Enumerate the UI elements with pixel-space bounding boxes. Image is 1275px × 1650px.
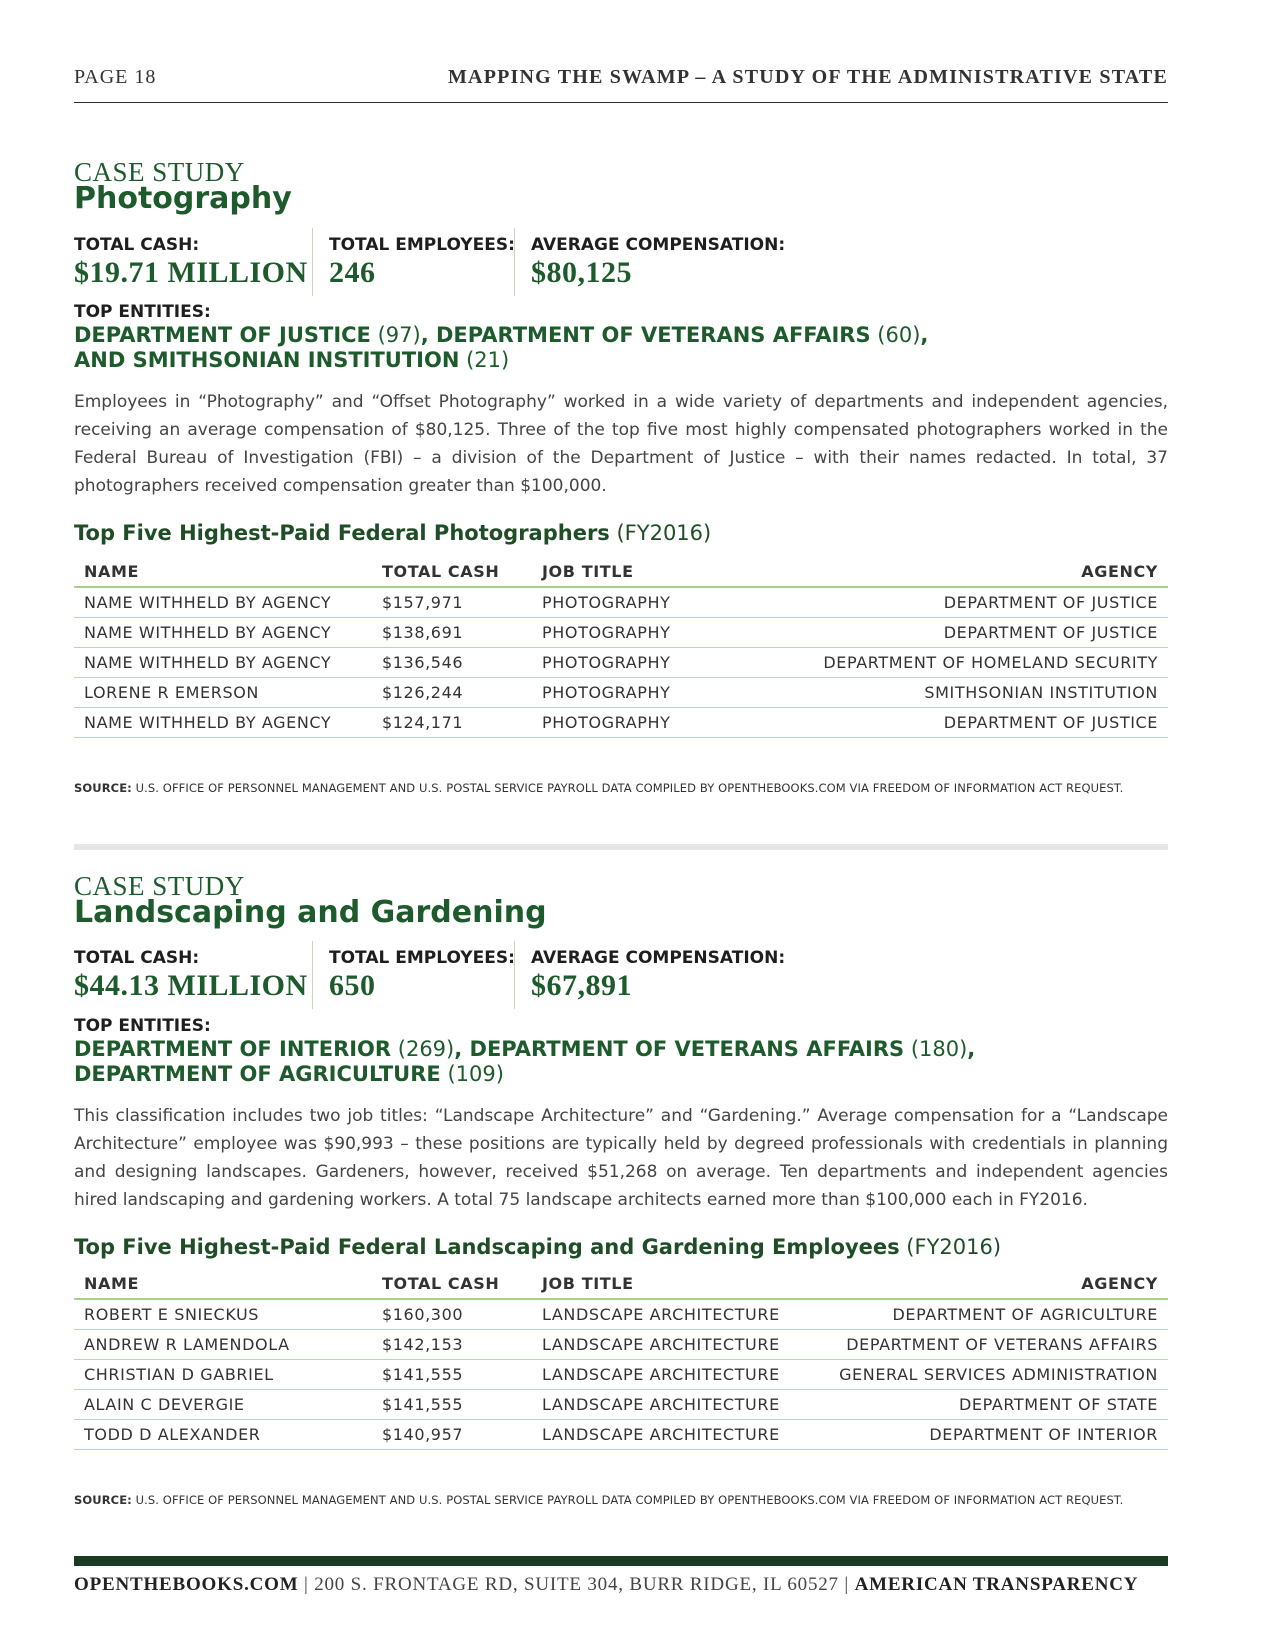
- cell-name: CHRISTIAN D GABRIEL: [74, 1360, 372, 1390]
- stat-label: TOTAL CASH:: [74, 235, 200, 255]
- stat-value: $67,891: [531, 969, 632, 1002]
- entity-separator: ,: [454, 1037, 470, 1061]
- table-row: [74, 708, 1168, 738]
- entity-separator: ,: [967, 1037, 976, 1061]
- cell-name: NAME WITHHELD BY AGENCY: [74, 708, 372, 738]
- cell-cash: $126,244: [372, 678, 532, 708]
- top-entities-label: TOP ENTITIES:: [74, 1016, 211, 1036]
- top-entities: [74, 323, 928, 373]
- case-study-title: Landscaping and Gardening: [74, 895, 547, 930]
- case-study-title-wrap: [74, 896, 1168, 930]
- stat-value: $80,125: [531, 256, 632, 289]
- cell-cash: $136,546: [372, 648, 532, 678]
- cell-agency: SMITHSONIAN INSTITUTION: [792, 678, 1168, 708]
- table-row: [74, 1390, 1168, 1420]
- footer-address: 200 S. FRONTAGE RD, SUITE 304, BURR RIDGE, IL 60527: [314, 1574, 839, 1595]
- cell-cash: $140,957: [372, 1420, 532, 1450]
- cell-agency: GENERAL SERVICES ADMINISTRATION: [792, 1360, 1168, 1390]
- body-paragraph: Employees in “Photography” and “Offset Photography” worked in a wide variety of departments and independent agencies, receiving an average compensation of $80,125. Three of the top five most highly compensated photographers worked in the Federal Bureau of Investigation (FBI) – a division of the Department of Justice – with their names redacted. In total, 37 photographers received compensation greater than $100,000.: [74, 392, 1168, 496]
- cell-job: PHOTOGRAPHY: [532, 708, 792, 738]
- table-title: [74, 521, 711, 545]
- entity-count: (109): [447, 1062, 504, 1086]
- page-number: PAGE 18: [74, 66, 157, 88]
- cell-cash: $141,555: [372, 1360, 532, 1390]
- entity-separator: ,: [420, 323, 436, 347]
- cell-name: NAME WITHHELD BY AGENCY: [74, 618, 372, 648]
- column-header-agency: AGENCY: [792, 1268, 1168, 1299]
- stat-total-cash: [74, 941, 314, 1009]
- stat-label: AVERAGE COMPENSATION:: [531, 235, 786, 255]
- cell-job: LANDSCAPE ARCHITECTURE: [532, 1330, 792, 1360]
- table-row: [74, 1360, 1168, 1390]
- entity-name: DEPARTMENT OF VETERANS AFFAIRS: [469, 1037, 905, 1061]
- source-note: [74, 781, 1168, 795]
- case-study-title-wrap: [74, 182, 1168, 216]
- stats-row: [74, 941, 1168, 1009]
- table-header-row: [74, 1268, 1168, 1299]
- cell-cash: $141,555: [372, 1390, 532, 1420]
- cell-name: TODD D ALEXANDER: [74, 1420, 372, 1450]
- source-text: U.S. OFFICE OF PERSONNEL MANAGEMENT AND U.S. POSTAL SERVICE PAYROLL DATA COMPILED BY OPENTHEBOOKS.COM VIA FREEDOM OF INFORMATION ACT REQUEST.: [131, 1493, 1124, 1507]
- cell-job: PHOTOGRAPHY: [532, 648, 792, 678]
- cell-name: ROBERT E SNIECKUS: [74, 1299, 372, 1330]
- entity-count: (180): [910, 1037, 968, 1061]
- column-header-job: JOB TITLE: [532, 556, 792, 587]
- table-title-year: (FY2016): [899, 1235, 1002, 1259]
- entity-name: DEPARTMENT OF JUSTICE: [74, 323, 371, 347]
- stat-average-compensation: [514, 941, 811, 1009]
- salary-table: [74, 1268, 1168, 1450]
- cell-job: LANDSCAPE ARCHITECTURE: [532, 1390, 792, 1420]
- table-row: [74, 618, 1168, 648]
- cell-job: PHOTOGRAPHY: [532, 587, 792, 618]
- stat-value: 246: [329, 256, 376, 289]
- table-header-row: [74, 556, 1168, 587]
- body-paragraph: This classification includes two job titles: “Landscape Architecture” and “Gardening.” Average compensation for a “Landscape Architecture” employee was $90,993 – these positions are typically held by degreed professionals with credentials in planning and designing landscapes. Gardeners, however, received $51,268 on average. Ten departments and independent agencies hired landscaping and gardening workers. A total 75 landscape architects earned more than $100,000 each in FY2016.: [74, 1106, 1168, 1210]
- footer-bar: [74, 1556, 1168, 1566]
- cell-job: PHOTOGRAPHY: [532, 678, 792, 708]
- entity-name: DEPARTMENT OF AGRICULTURE: [74, 1062, 441, 1086]
- table-title-text: Top Five Highest-Paid Federal Photographers: [74, 521, 610, 545]
- case-study-title: Photography: [74, 181, 292, 216]
- footer-site: OPENTHEBOOKS.COM: [74, 1574, 299, 1595]
- column-header-cash: TOTAL CASH: [372, 556, 532, 587]
- cell-cash: $142,153: [372, 1330, 532, 1360]
- table-row: [74, 1299, 1168, 1330]
- footer-divider: |: [838, 1574, 855, 1595]
- entity-name: DEPARTMENT OF VETERANS AFFAIRS: [436, 323, 871, 347]
- cell-cash: $124,171: [372, 708, 532, 738]
- table-row: [74, 648, 1168, 678]
- page-footer: [74, 1574, 1168, 1596]
- cell-cash: $160,300: [372, 1299, 532, 1330]
- table-title: [74, 1235, 1001, 1259]
- stat-value: 650: [329, 969, 376, 1002]
- entity-name: AND SMITHSONIAN INSTITUTION: [74, 348, 460, 372]
- column-header-job: JOB TITLE: [532, 1268, 792, 1299]
- document-title: MAPPING THE SWAMP – A STUDY OF THE ADMINISTRATIVE STATE: [447, 66, 1168, 88]
- cell-name: ANDREW R LAMENDOLA: [74, 1330, 372, 1360]
- case-study-label: CASE STUDY: [74, 871, 245, 901]
- table-row: [74, 1420, 1168, 1450]
- cell-cash: $138,691: [372, 618, 532, 648]
- cell-cash: $157,971: [372, 587, 532, 618]
- column-header-cash: TOTAL CASH: [372, 1268, 532, 1299]
- table-row: [74, 1330, 1168, 1360]
- table-row: [74, 587, 1168, 618]
- salary-table: [74, 556, 1168, 738]
- stat-total-employees: [312, 228, 515, 296]
- cell-name: LORENE R EMERSON: [74, 678, 372, 708]
- stats-row: [74, 228, 1168, 296]
- cell-name: NAME WITHHELD BY AGENCY: [74, 587, 372, 618]
- entity-name: DEPARTMENT OF INTERIOR: [74, 1037, 392, 1061]
- entity-count: (21): [466, 348, 510, 372]
- stat-label: TOTAL EMPLOYEES:: [329, 235, 515, 255]
- page-header: [74, 62, 1168, 103]
- cell-agency: DEPARTMENT OF HOMELAND SECURITY: [792, 648, 1168, 678]
- stat-average-compensation: [514, 228, 811, 296]
- cell-agency: DEPARTMENT OF JUSTICE: [792, 587, 1168, 618]
- source-text: U.S. OFFICE OF PERSONNEL MANAGEMENT AND U.S. POSTAL SERVICE PAYROLL DATA COMPILED BY OPENTHEBOOKS.COM VIA FREEDOM OF INFORMATION ACT REQUEST.: [131, 781, 1124, 795]
- source-note: [74, 1493, 1168, 1507]
- top-entities: [74, 1037, 975, 1087]
- stat-value: $44.13 MILLION: [74, 969, 308, 1002]
- table-title-text: Top Five Highest-Paid Federal Landscaping and Gardening Employees: [74, 1235, 900, 1259]
- entity-count: (97): [377, 323, 421, 347]
- section-divider: [74, 844, 1168, 850]
- cell-agency: DEPARTMENT OF JUSTICE: [792, 618, 1168, 648]
- table-row: [74, 678, 1168, 708]
- stat-label: AVERAGE COMPENSATION:: [531, 948, 786, 968]
- entity-separator: ,: [920, 323, 929, 347]
- stat-label: TOTAL EMPLOYEES:: [329, 948, 515, 968]
- top-entities-label: TOP ENTITIES:: [74, 302, 211, 322]
- source-label: SOURCE:: [74, 781, 132, 795]
- stat-total-cash: [74, 228, 314, 296]
- cell-agency: DEPARTMENT OF JUSTICE: [792, 708, 1168, 738]
- cell-job: LANDSCAPE ARCHITECTURE: [532, 1420, 792, 1450]
- entity-count: (269): [397, 1037, 455, 1061]
- entity-count: (60): [877, 323, 921, 347]
- table-title-year: (FY2016): [609, 521, 712, 545]
- case-study-label: CASE STUDY: [74, 157, 245, 187]
- cell-agency: DEPARTMENT OF STATE: [792, 1390, 1168, 1420]
- cell-job: LANDSCAPE ARCHITECTURE: [532, 1360, 792, 1390]
- footer-divider: |: [298, 1574, 315, 1595]
- cell-agency: DEPARTMENT OF VETERANS AFFAIRS: [792, 1330, 1168, 1360]
- cell-name: ALAIN C DEVERGIE: [74, 1390, 372, 1420]
- footer-org: AMERICAN TRANSPARENCY: [854, 1574, 1139, 1595]
- cell-job: PHOTOGRAPHY: [532, 618, 792, 648]
- cell-agency: DEPARTMENT OF AGRICULTURE: [792, 1299, 1168, 1330]
- source-label: SOURCE:: [74, 1493, 132, 1507]
- column-header-name: NAME: [74, 1268, 372, 1299]
- stat-label: TOTAL CASH:: [74, 948, 200, 968]
- column-header-name: NAME: [74, 556, 372, 587]
- column-header-agency: AGENCY: [792, 556, 1168, 587]
- stat-total-employees: [312, 941, 515, 1009]
- cell-name: NAME WITHHELD BY AGENCY: [74, 648, 372, 678]
- cell-agency: DEPARTMENT OF INTERIOR: [792, 1420, 1168, 1450]
- cell-job: LANDSCAPE ARCHITECTURE: [532, 1299, 792, 1330]
- stat-value: $19.71 MILLION: [74, 256, 308, 289]
